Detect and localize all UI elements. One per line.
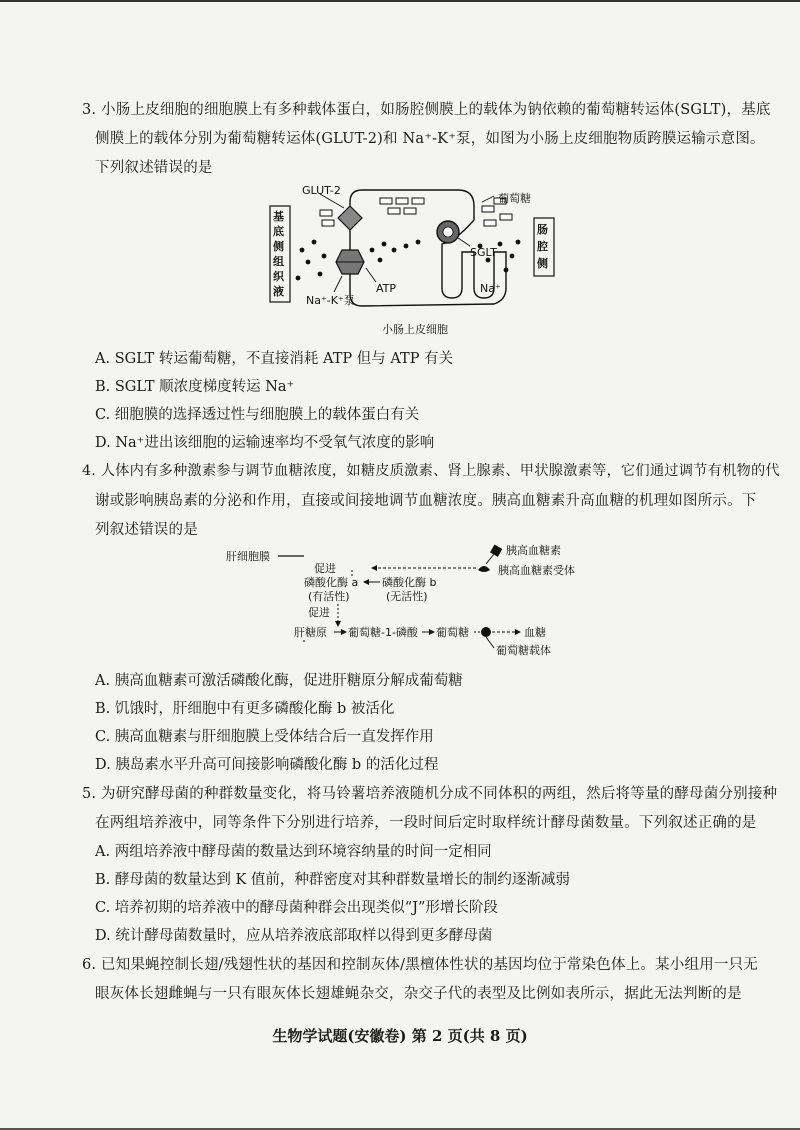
- q4-glucagon-icon: [490, 545, 502, 557]
- q4-fig-glucagon-label: 胰高血糖素: [506, 544, 561, 557]
- q5-option-a: A. 两组培养液中酵母菌的数量达到环境容纳量的时间一定相同: [95, 844, 492, 860]
- q4-fig-blood-sugar: 血糖: [524, 626, 546, 639]
- q4-fig-promote-2: 促进: [308, 606, 330, 619]
- q3-option-c: C. 细胞膜的选择透过性与细胞膜上的载体蛋白有关: [95, 407, 420, 423]
- q3-fig-right-label-0: 肠: [537, 223, 548, 236]
- top-border: [0, 0, 800, 2]
- q3-option-b: B. SGLT 顺浓度梯度转运 Na⁺: [95, 379, 295, 395]
- q3-fig-left-label-4: 织: [273, 270, 284, 283]
- q3-fig-left-label-3: 组: [273, 255, 284, 268]
- q5-stem-line-2: 在两组培养液中，同等条件下分别进行培养，一段时间后定时取样统计酵母菌数量。下列叙述正确的是: [95, 815, 757, 831]
- q3-cell-transport-figure: [262, 180, 562, 340]
- q5-option-d: D. 统计酵母菌数量时，应从培养液底部取样以得到更多酵母菌: [95, 928, 493, 944]
- q4-option-b: B. 饥饿时，肝细胞中有更多磷酸化酶 b 被活化: [95, 701, 395, 717]
- q3-fig-pump-label: Na⁺-K⁺泵: [306, 294, 355, 307]
- q3-option-a: A. SGLT 转运葡萄糖，不直接消耗 ATP 但与 ATP 有关: [95, 351, 454, 367]
- q3-fig-sglt-label: SGLT: [470, 246, 497, 259]
- q4-stem-line-3: 列叙述错误的是: [95, 522, 198, 538]
- q4-fig-promote-1: 促进: [314, 562, 336, 575]
- q4-fig-carrier: 葡萄糖载体: [496, 644, 551, 657]
- q4-option-c: C. 胰高血糖素与肝细胞膜上受体结合后一直发挥作用: [95, 729, 434, 745]
- q3-fig-right-label-1: 腔: [537, 240, 548, 253]
- q3-fig-left-label-5: 液: [273, 285, 284, 298]
- q4-stem-line-2: 谢或影响胰岛素的分泌和作用，直接或间接地调节血糖浓度。胰高血糖素升高血糖的机理如图所示。下: [95, 493, 757, 509]
- q3-fig-left-label-2: 侧: [273, 240, 284, 253]
- q4-fig-glycogen: 肝糖原: [294, 626, 327, 639]
- q4-fig-receptor-label: 胰高血糖素受体: [498, 564, 575, 577]
- q4-receptor-icon: [478, 566, 490, 572]
- q4-fig-membrane-label: 肝细胞膜: [226, 550, 270, 563]
- q4-fig-active: (有活性): [308, 590, 350, 603]
- q3-fig-glucose-label: 葡萄糖: [498, 192, 531, 205]
- q5-stem-line-1: 5. 为研究酵母菌的种群数量变化，将马铃薯培养液随机分成不同体积的两组，然后将等量的酵母菌分别接种: [82, 786, 778, 802]
- q3-fig-glut2-label: GLUT-2: [302, 184, 341, 197]
- q4-fig-enzyme-b: 磷酸化酶 b: [382, 576, 437, 589]
- q4-fig-enzyme-a: 磷酸化酶 a: [304, 576, 359, 589]
- q4-option-d: D. 胰岛素水平升高可间接影响磷酸化酶 b 的活化过程: [95, 757, 439, 773]
- q5-option-b: B. 酵母菌的数量达到 K 值前，种群密度对其种群数量增长的制约逐渐减弱: [95, 872, 570, 888]
- q3-stem-line-2: 侧膜上的载体分别为葡萄糖转运体(GLUT-2)和 Na⁺-K⁺泵，如图为小肠上皮细胞物质跨膜运输示意图。: [95, 131, 765, 147]
- q3-fig-na-label: Na⁺: [480, 282, 501, 295]
- q4-glucose-carrier-icon: [481, 627, 491, 637]
- q3-fig-left-label-0: 基: [273, 210, 284, 223]
- q4-fig-g1p: 葡萄糖-1-磷酸: [348, 626, 418, 639]
- q3-stem-line-1: 3. 小肠上皮细胞的细胞膜上有多种载体蛋白，如肠腔侧膜上的载体为钠依赖的葡萄糖转运体(SGLT)，基底: [82, 102, 771, 118]
- q4-glucagon-mechanism-figure: [222, 540, 602, 660]
- q6-stem-line-1: 6. 已知果蝇控制长翅/残翅性状的基因和控制灰体/黑檀体性状的基因均位于常染色体上。某小组用一只无: [82, 957, 759, 973]
- q3-fig-atp-label: ATP: [376, 282, 397, 295]
- q6-stem-line-2: 眼灰体长翅雌蝇与一只有眼灰体长翅雄蝇杂交，杂交子代的表型及比例如表所示，据此无法判断的是: [95, 986, 742, 1002]
- q4-fig-inactive: (无活性): [386, 590, 428, 603]
- q3-stem-line-3: 下列叙述错误的是: [95, 160, 213, 176]
- q3-fig-left-label-1: 底: [273, 225, 284, 238]
- page-footer: 生物学试题(安徽卷) 第 2 页(共 8 页): [272, 1027, 528, 1045]
- q3-option-d: D. Na⁺进出该细胞的运输速率均不受氧气浓度的影响: [95, 435, 435, 451]
- q5-option-c: C. 培养初期的培养液中的酵母菌种群会出现类似“J”形增长阶段: [95, 900, 498, 916]
- q3-fig-caption: 小肠上皮细胞: [382, 323, 448, 336]
- q4-stem-line-1: 4. 人体内有多种激素参与调节血糖浓度，如糖皮质激素、肾上腺素、甲状腺激素等，它们通过调节有机物的代: [82, 463, 780, 479]
- q3-glut2-transporter: [338, 206, 362, 230]
- q4-option-a: A. 胰高血糖素可激活磷酸化酶，促进肝糖原分解成葡萄糖: [95, 673, 463, 689]
- q4-fig-glucose: 葡萄糖: [436, 626, 469, 639]
- q3-fig-right-label-2: 侧: [537, 257, 548, 270]
